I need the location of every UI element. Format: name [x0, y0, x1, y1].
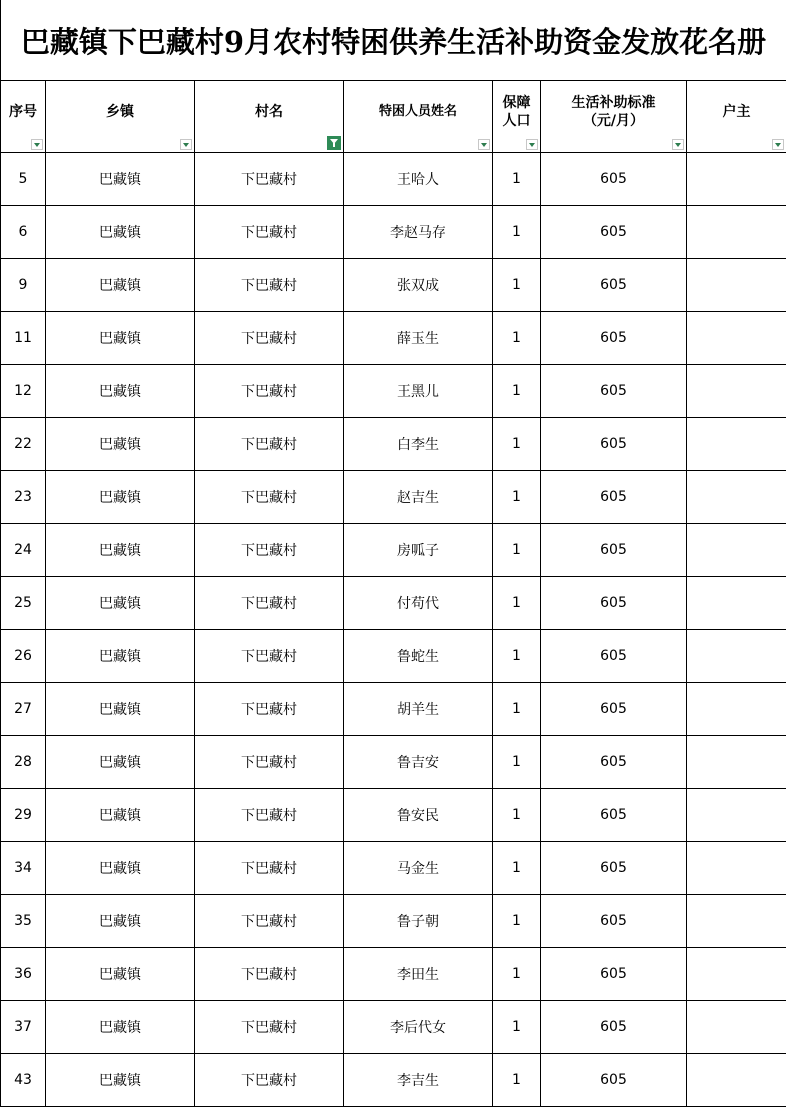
cell-village[interactable]: 下巴藏村 — [195, 524, 344, 577]
cell-std[interactable]: 605 — [541, 471, 687, 524]
cell-town[interactable]: 巴藏镇 — [46, 524, 195, 577]
cell-seq[interactable]: 24 — [1, 524, 46, 577]
cell-name[interactable]: 李后代女 — [344, 1001, 493, 1054]
filter-dropdown-icon[interactable] — [31, 139, 43, 150]
cell-std[interactable]: 605 — [541, 630, 687, 683]
table-row — [1, 683, 786, 736]
table-row — [1, 312, 786, 365]
header-std — [541, 81, 687, 153]
cell-head[interactable] — [687, 153, 786, 206]
cell-name[interactable]: 马金生 — [344, 842, 493, 895]
table-row — [1, 524, 786, 577]
sheet-title: 巴藏镇下巴藏村9月农村特困供养生活补助资金发放花名册 — [0, 0, 786, 80]
cell-village[interactable]: 下巴藏村 — [195, 471, 344, 524]
cell-head[interactable] — [687, 1054, 786, 1107]
cell-seq[interactable]: 26 — [1, 630, 46, 683]
cell-pop[interactable]: 1 — [493, 577, 541, 630]
cell-head[interactable] — [687, 312, 786, 365]
cell-village[interactable]: 下巴藏村 — [195, 789, 344, 842]
cell-pop[interactable]: 1 — [493, 736, 541, 789]
cell-village[interactable]: 下巴藏村 — [195, 153, 344, 206]
cell-name[interactable]: 胡羊生 — [344, 683, 493, 736]
table-row — [1, 577, 786, 630]
table-row — [1, 206, 786, 259]
cell-head[interactable] — [687, 895, 786, 948]
cell-std[interactable]: 605 — [541, 948, 687, 1001]
cell-head[interactable] — [687, 418, 786, 471]
cell-std[interactable]: 605 — [541, 206, 687, 259]
cell-seq[interactable]: 11 — [1, 312, 46, 365]
table-row — [1, 736, 786, 789]
cell-pop[interactable]: 1 — [493, 789, 541, 842]
header-head — [687, 81, 786, 153]
cell-head[interactable] — [687, 842, 786, 895]
cell-pop[interactable]: 1 — [493, 842, 541, 895]
cell-seq[interactable]: 34 — [1, 842, 46, 895]
table-row — [1, 789, 786, 842]
cell-pop[interactable]: 1 — [493, 683, 541, 736]
header-town — [46, 81, 195, 153]
cell-pop[interactable]: 1 — [493, 365, 541, 418]
filter-dropdown-icon[interactable] — [526, 139, 538, 150]
cell-village[interactable]: 下巴藏村 — [195, 312, 344, 365]
cell-seq[interactable]: 37 — [1, 1001, 46, 1054]
cell-village[interactable]: 下巴藏村 — [195, 895, 344, 948]
cell-name[interactable]: 鲁子朝 — [344, 895, 493, 948]
cell-std[interactable]: 605 — [541, 365, 687, 418]
cell-pop[interactable]: 1 — [493, 471, 541, 524]
cell-std[interactable]: 605 — [541, 683, 687, 736]
header-town-label: 乡镇 — [106, 103, 134, 120]
cell-name[interactable]: 白李生 — [344, 418, 493, 471]
cell-seq[interactable]: 23 — [1, 471, 46, 524]
header-head-label: 户主 — [722, 103, 751, 120]
cell-village[interactable]: 下巴藏村 — [195, 630, 344, 683]
cell-village[interactable]: 下巴藏村 — [195, 842, 344, 895]
header-pop — [493, 81, 541, 153]
cell-pop[interactable]: 1 — [493, 1001, 541, 1054]
cell-std[interactable]: 605 — [541, 1001, 687, 1054]
cell-head[interactable] — [687, 259, 786, 312]
cell-seq[interactable]: 6 — [1, 206, 46, 259]
cell-town[interactable]: 巴藏镇 — [46, 312, 195, 365]
cell-head[interactable] — [687, 683, 786, 736]
cell-name[interactable]: 张双成 — [344, 259, 493, 312]
cell-town[interactable]: 巴藏镇 — [46, 206, 195, 259]
header-village — [195, 81, 344, 153]
cell-std[interactable]: 605 — [541, 524, 687, 577]
cell-village[interactable]: 下巴藏村 — [195, 1054, 344, 1107]
cell-town[interactable]: 巴藏镇 — [46, 1054, 195, 1107]
header-village-label: 村名 — [255, 103, 283, 120]
cell-town[interactable]: 巴藏镇 — [46, 259, 195, 312]
cell-std[interactable]: 605 — [541, 418, 687, 471]
cell-town[interactable]: 巴藏镇 — [46, 895, 195, 948]
cell-village[interactable]: 下巴藏村 — [195, 1001, 344, 1054]
cell-town[interactable]: 巴藏镇 — [46, 683, 195, 736]
cell-town[interactable]: 巴藏镇 — [46, 948, 195, 1001]
table-row — [1, 948, 786, 1001]
cell-pop[interactable]: 1 — [493, 206, 541, 259]
header-name — [344, 81, 493, 153]
table-row — [1, 1001, 786, 1054]
cell-village[interactable]: 下巴藏村 — [195, 418, 344, 471]
cell-head[interactable] — [687, 365, 786, 418]
table-row — [1, 259, 786, 312]
filter-active-icon[interactable] — [327, 136, 341, 150]
header-row — [1, 81, 786, 153]
cell-name[interactable]: 鲁安民 — [344, 789, 493, 842]
cell-std[interactable]: 605 — [541, 259, 687, 312]
cell-std[interactable]: 605 — [541, 577, 687, 630]
cell-seq[interactable]: 25 — [1, 577, 46, 630]
cell-village[interactable]: 下巴藏村 — [195, 206, 344, 259]
cell-head[interactable] — [687, 206, 786, 259]
cell-pop[interactable]: 1 — [493, 630, 541, 683]
cell-name[interactable]: 鲁吉安 — [344, 736, 493, 789]
table-row — [1, 153, 786, 206]
cell-name[interactable]: 付苟代 — [344, 577, 493, 630]
cell-pop[interactable]: 1 — [493, 524, 541, 577]
cell-name[interactable]: 王黑儿 — [344, 365, 493, 418]
header-pop-line2: 人口 — [502, 112, 531, 129]
cell-pop[interactable]: 1 — [493, 1054, 541, 1107]
table-row — [1, 418, 786, 471]
cell-std[interactable]: 605 — [541, 789, 687, 842]
cell-std[interactable]: 605 — [541, 312, 687, 365]
cell-village[interactable]: 下巴藏村 — [195, 736, 344, 789]
cell-head[interactable] — [687, 789, 786, 842]
table-row — [1, 630, 786, 683]
cell-name[interactable]: 房呱子 — [344, 524, 493, 577]
filter-dropdown-icon[interactable] — [180, 139, 192, 150]
cell-head[interactable] — [687, 736, 786, 789]
cell-head[interactable] — [687, 577, 786, 630]
header-pop-line1: 保障 — [502, 94, 531, 111]
cell-seq[interactable]: 12 — [1, 365, 46, 418]
cell-head[interactable] — [687, 524, 786, 577]
cell-name[interactable]: 李赵马存 — [344, 206, 493, 259]
cell-name[interactable]: 李田生 — [344, 948, 493, 1001]
cell-town[interactable]: 巴藏镇 — [46, 842, 195, 895]
cell-seq[interactable]: 43 — [1, 1054, 46, 1107]
cell-seq[interactable]: 35 — [1, 895, 46, 948]
cell-head[interactable] — [687, 471, 786, 524]
cell-pop[interactable]: 1 — [493, 895, 541, 948]
cell-pop[interactable]: 1 — [493, 153, 541, 206]
table-row — [1, 471, 786, 524]
cell-village[interactable]: 下巴藏村 — [195, 365, 344, 418]
cell-name[interactable]: 王哈人 — [344, 153, 493, 206]
cell-town[interactable]: 巴藏镇 — [46, 153, 195, 206]
cell-town[interactable]: 巴藏镇 — [46, 1001, 195, 1054]
cell-std[interactable]: 605 — [541, 153, 687, 206]
cell-town[interactable]: 巴藏镇 — [46, 736, 195, 789]
cell-town[interactable]: 巴藏镇 — [46, 365, 195, 418]
roster-table — [0, 80, 786, 1107]
cell-village[interactable]: 下巴藏村 — [195, 683, 344, 736]
cell-name[interactable]: 薛玉生 — [344, 312, 493, 365]
cell-std[interactable]: 605 — [541, 842, 687, 895]
cell-pop[interactable]: 1 — [493, 312, 541, 365]
cell-std[interactable]: 605 — [541, 736, 687, 789]
cell-seq[interactable]: 9 — [1, 259, 46, 312]
header-name-label: 特困人员姓名 — [378, 103, 457, 119]
table-row — [1, 895, 786, 948]
header-std-line1: 生活补助标准 — [571, 94, 656, 111]
cell-seq[interactable]: 22 — [1, 418, 46, 471]
filter-dropdown-icon[interactable] — [772, 139, 784, 150]
cell-seq[interactable]: 29 — [1, 789, 46, 842]
cell-head[interactable] — [687, 948, 786, 1001]
cell-std[interactable]: 605 — [541, 1054, 687, 1107]
cell-name[interactable]: 鲁蛇生 — [344, 630, 493, 683]
cell-std[interactable]: 605 — [541, 895, 687, 948]
cell-name[interactable]: 李吉生 — [344, 1054, 493, 1107]
table-body — [1, 153, 786, 1107]
cell-seq[interactable]: 27 — [1, 683, 46, 736]
cell-village[interactable]: 下巴藏村 — [195, 948, 344, 1001]
cell-town[interactable]: 巴藏镇 — [46, 577, 195, 630]
cell-village[interactable]: 下巴藏村 — [195, 577, 344, 630]
header-seq-label: 序号 — [9, 103, 37, 120]
table-row — [1, 842, 786, 895]
cell-seq[interactable]: 28 — [1, 736, 46, 789]
cell-town[interactable]: 巴藏镇 — [46, 471, 195, 524]
cell-head[interactable] — [687, 1001, 786, 1054]
cell-seq[interactable]: 36 — [1, 948, 46, 1001]
cell-name[interactable]: 赵吉生 — [344, 471, 493, 524]
filter-dropdown-icon[interactable] — [478, 139, 490, 150]
header-std-line2: （元/月） — [582, 112, 645, 129]
table-row — [1, 1054, 786, 1107]
filter-dropdown-icon[interactable] — [672, 139, 684, 150]
header-seq — [1, 81, 46, 153]
cell-pop[interactable]: 1 — [493, 418, 541, 471]
cell-pop[interactable]: 1 — [493, 948, 541, 1001]
cell-seq[interactable]: 5 — [1, 153, 46, 206]
cell-pop[interactable]: 1 — [493, 259, 541, 312]
cell-town[interactable]: 巴藏镇 — [46, 418, 195, 471]
cell-head[interactable] — [687, 630, 786, 683]
table-row — [1, 365, 786, 418]
cell-village[interactable]: 下巴藏村 — [195, 259, 344, 312]
cell-town[interactable]: 巴藏镇 — [46, 630, 195, 683]
cell-town[interactable]: 巴藏镇 — [46, 789, 195, 842]
